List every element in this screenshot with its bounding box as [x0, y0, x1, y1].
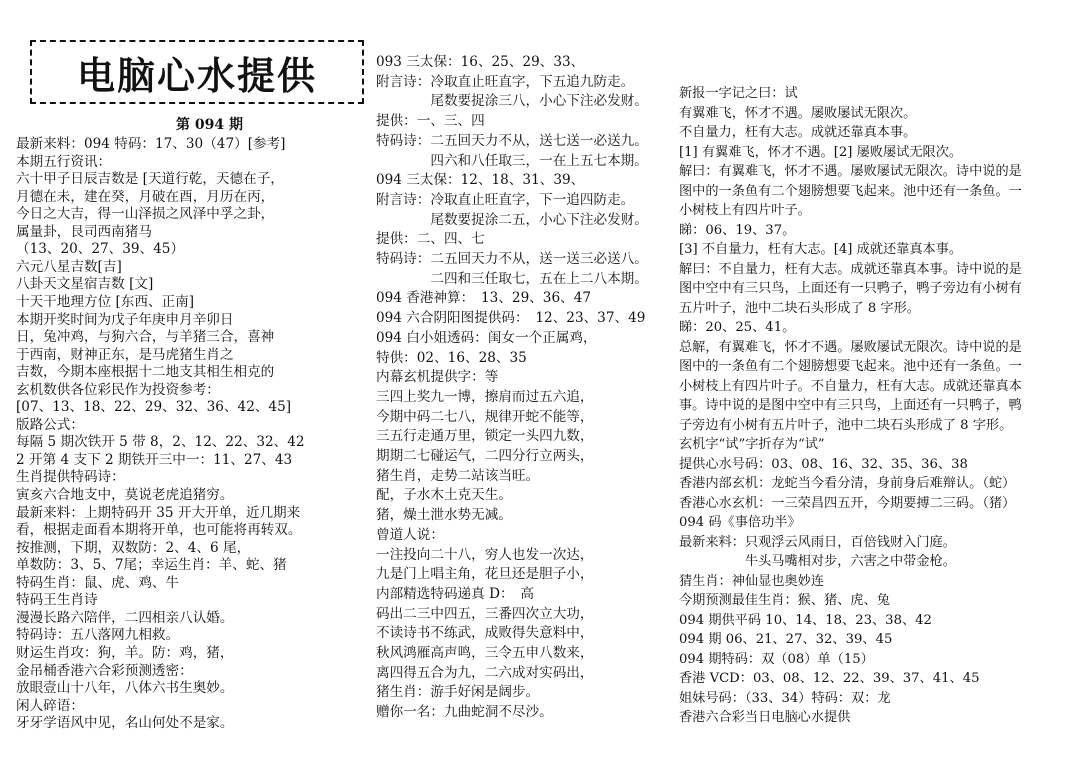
col2-line: 配，子水木土克天生。	[376, 487, 512, 504]
col3-line: 香港 VCD：03、08、12、22、39、37、41、45	[679, 671, 980, 686]
col3-line: 图中的一条鱼有二个翅膀想要飞起来。池中还有一条鱼。一	[679, 183, 1022, 199]
col1-line: 本期开奖时间为戊子年庚申月辛卯日	[16, 311, 234, 328]
col3-line: [3] 不自量力，枉有大志。[4] 成就还靠真本事。	[679, 242, 963, 257]
col3-line: 新报一字记之曰：试	[679, 86, 798, 101]
col3-line: 香港六合彩当日电脑心水提供	[679, 710, 851, 725]
col2-line: 特码诗：二五回天力不从，送七送一必送九。	[376, 132, 648, 149]
col3-line: 今期预测最佳生肖：猴、猪、虎、兔	[679, 593, 890, 608]
col2-line: 曾道人说：	[376, 526, 444, 543]
col3-line: 解曰：不自量力，枉有大志。成就还靠真本事。诗中说的是	[679, 261, 1022, 277]
col2-line: 提供：一、三、四	[376, 113, 485, 130]
col3-line: 玄机字“试”字折存为“试”	[679, 437, 825, 452]
col1-line: 看，根据走面看本期将开单，也可能将再转双。	[16, 522, 302, 539]
page-title: 电脑心水提供	[76, 53, 317, 98]
col3-line: 睇：20、25、41。	[679, 320, 796, 335]
col2-line: 码出二三中四五，三番四次立大功，	[376, 605, 594, 622]
col2-line: 期期二七碰运气，二四分行立两头，	[376, 448, 594, 464]
col3-line: 小树枝上有四片叶子。	[679, 203, 811, 218]
col2-line: 内部精选特码递真 D： 高	[376, 585, 534, 602]
col2-line: 093 三太保：16、25、29、33、	[376, 54, 585, 70]
col3-line: 094 期供平码 10、14、18、23、38、42	[679, 612, 932, 628]
col1-line: 日，兔冲鸡，与狗六合，与羊猪三合，喜神	[16, 329, 275, 346]
issue-number: 第 094 期	[176, 117, 243, 133]
col3-line: 最新来料：只观浮云风雨日，百倍钱财入门庭。	[679, 534, 956, 550]
col1-line: 吉数，今期本座根据十二地支其相生相克的	[16, 364, 275, 381]
col1-line: 今日之大吉，得一山泽损之风泽中孚之卦，	[16, 206, 275, 223]
col1-line: 十天干地理方位 [东西、正南]	[16, 293, 195, 310]
col2-line: 提供：二、四、七	[376, 231, 485, 248]
col1-line: 属量卦，艮司西南猪马	[16, 223, 152, 240]
col1-line: 六元八星吉数[吉]	[16, 258, 122, 275]
col2-line: 猪，燥土泄水势无减。	[376, 507, 512, 524]
col1-line: 最新来料：094 特码：17、30（47）[参考]	[16, 136, 286, 152]
col2-line: 尾数要捉涂二五，小心下注必发财。	[376, 211, 648, 228]
col2-line: 一注投向二十八，穷人也发一次达，	[376, 546, 594, 563]
col1-line: [07、13、18、22、29、32、36、42、45]	[16, 399, 292, 416]
col1-line: 月德在未，建在癸，月破在酉，月历在丙，	[16, 188, 275, 205]
col1-line: 生肖提供特码诗：	[16, 469, 125, 486]
col3-line: 总解，有翼难飞，怀才不遇。屡败屡试无限次。诗中说的是	[679, 339, 1022, 355]
col2-line: 猪生肖，走势二站该当旺。	[376, 467, 540, 484]
col3-line: 094 码《事倍功半》	[679, 515, 801, 530]
col3-line: 不自量力，枉有大志。成就还靠真本事。	[679, 125, 917, 140]
col3-line: 解曰：有翼难飞，怀才不遇。屡败屡试无限次。诗中说的是	[679, 164, 1022, 179]
col2-line: 附言诗：冷取直止旺直字，下五追九防走。	[376, 73, 635, 90]
col2-line: 猪生肖：游手好闲是阔步。	[376, 684, 540, 701]
col3-line: 香港心水玄机：一三荣昌四五开，今期要搏二三码。（猪）	[679, 495, 1016, 511]
col2-line: 今期中码二七八，规律开蛇不能等，	[376, 408, 594, 425]
col1-line: 玄机数供各位彩民作为投资参考：	[16, 381, 220, 398]
col2-line: 尾数要捉涂三八，小心下注必发财。	[376, 93, 648, 110]
col2-line: 二四和三任取七，五在上二八本期。	[376, 270, 648, 287]
col1-line: 于西南，财神正东，是马虎猪生肖之	[16, 346, 234, 363]
col2-line: 特码诗：二五回天力不从，送一送三必送八。	[376, 251, 648, 267]
col3-line: 五片叶子，池中二块石头形成了 8 字形。	[679, 300, 920, 316]
col1-line: 2 开第 4 支下 2 期铁开三中一：11、27、43	[16, 451, 293, 468]
col2-line: 特供：02、16、28、35	[376, 349, 527, 366]
col1-line: 寅亥六合地支中，莫说老虎追猪穷。	[16, 487, 234, 503]
col1-line: 闲人碎语：	[16, 697, 84, 714]
col1-line: 本期五行资讯：	[16, 153, 112, 170]
col2-line: 附言诗：冷取直止旺直字，下一追四防走。	[376, 191, 635, 208]
col1-line: 金吊桶香港六合彩预测透密：	[16, 662, 193, 679]
col3-line: 事。诗中说的是图中空中有三只鸟，上面还有一只鸭子，鸭	[679, 398, 1022, 413]
col1-line: 漫漫长路六陪伴，二四相亲八认婚。	[16, 609, 234, 626]
col2-line: 四六和八任取三，一在上五七本期。	[376, 152, 648, 169]
col2-line: 九是门上唱主角，花旦还是胆子小，	[376, 566, 594, 583]
col2-line: 内幕玄机提供字：等	[376, 369, 499, 386]
col2-line: 三五行走通万里，锁定一头四九数，	[376, 428, 594, 445]
col3-line: 猜生肖：神仙显也奥妙连	[679, 573, 825, 589]
col3-line: 094 期 06、21、27、32、39、45	[679, 632, 893, 647]
col2-line: 094 香港神算： 13、29、36、47	[376, 290, 592, 307]
col1-line: 特码生肖：鼠、虎、鸡、牛	[16, 574, 180, 591]
col1-line: 按推测，下期，双数防：2、4、6 尾，	[16, 539, 251, 556]
col1-line: 放眼壹山十八年，八体六书生奥妙。	[16, 680, 234, 697]
col3-line: 有翼难飞，怀才不遇。屡败屡试无限次。	[679, 105, 917, 121]
col3-line: 小树枝上有四片叶子。不自量力，枉有大志。成就还靠真本	[679, 378, 1022, 394]
col1-line: 最新来料：上期特码开 35 开大开单，近几期来	[16, 504, 301, 521]
col3-line: 牛头马嘴相对步，六害之中带金枪。	[679, 554, 956, 569]
col3-line: 图中空中有三只鸟，上面还有一只鸭子，鸭子旁边有小树有	[679, 281, 1022, 296]
col2-line: 不读诗书不练武，成败得失意料中，	[376, 625, 594, 642]
col2-line: 三四上奖九一博，擦肩而过五六追，	[376, 388, 594, 405]
col3-line: 睇：06、19、37。	[679, 222, 796, 238]
col2-line: 094 六合阴阳图提供码： 12、23、37、49	[376, 310, 646, 327]
col1-line: 六十甲子日辰吉数是 [天道行乾，天德在子，	[16, 171, 284, 188]
col2-line: 094 三太保：12、18、31、39、	[376, 172, 585, 189]
col3-line: [1] 有翼难飞，怀才不遇。[2] 屡败屡试无限次。	[679, 144, 963, 160]
col2-line: 秋风鸿雁高声鸣，三令五申八数来，	[376, 645, 594, 661]
col1-line: 特码诗：五八落网九相救。	[16, 627, 180, 644]
col1-line: 牙牙学语风中见，名山何处不是家。	[16, 715, 234, 732]
col3-line: 姐妹号码：（33、34）特码：双：龙	[679, 690, 891, 706]
col1-line: 版路公式：	[16, 416, 84, 433]
col1-line: （13、20、27、39、45）	[16, 241, 185, 258]
col1-line: 单数防：3、5、7尾；幸运生肖：羊、蛇、猪	[16, 557, 287, 574]
col2-line: 赠你一名：九曲蛇洞不尽沙。	[376, 704, 553, 721]
col2-line: 094 白小姐透码：闺女一个正属鸡，	[376, 329, 597, 346]
col1-line: 每隔 5 期次铁开 5 带 8，2、12、22、32、42	[16, 434, 305, 451]
col3-line: 香港内部玄机：龙蛇当今看分清，身前身后难辩认。（蛇）	[679, 476, 1016, 491]
col1-line: 财运生肖攻：狗，羊。防：鸡，猪，	[16, 644, 234, 661]
col3-line: 图中的一条鱼有二个翅膀想要飞起来。池中还有一条鱼。一	[679, 359, 1022, 374]
col3-line: 提供心水号码：03、08、16、32、35、36、38	[679, 456, 968, 472]
col1-line: 特码王生肖诗	[16, 592, 98, 609]
col3-line: 094 期特码：双（08）单（15）	[679, 651, 874, 667]
title-box	[30, 40, 364, 104]
col1-line: 八卦天文星宿吉数 [文]	[16, 276, 154, 293]
col3-line: 子旁边有小树有五片叶子，池中二块石头形成了 8 字形。	[679, 417, 1013, 433]
col2-line: 离四得五合为九，二六成对实码出，	[376, 664, 594, 681]
